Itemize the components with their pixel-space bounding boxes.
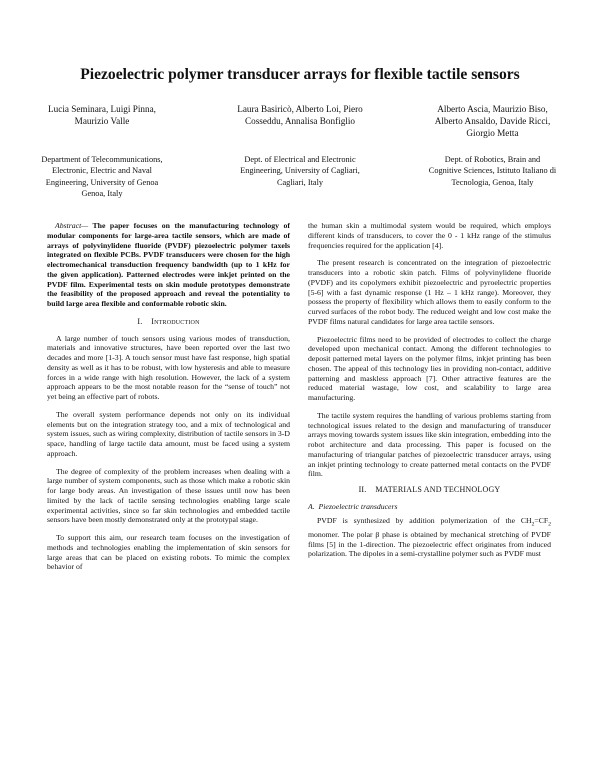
paragraph: The present research is concentrated on the integration of piezoelectric transducers into a robotic skin patch. Films of polyvinylidene fluoride (PVDF) and its copolymers exhibit piezoelectric and pyroelectric properties [5-6] with a fast dynamic response (1 Hz – 1 kHz range). Moreover, they possess the property of flexibility which allows them to easily conform to the curved surfaces of the robot body. The reduced weight and low cost make the PVDF films natural candidates for large area tactile sensors. xyxy=(308,258,551,326)
affiliation-2: Dept. of Electrical and Electronic Engineering, University of Cagliari, Cagliari, Italy xyxy=(240,155,360,187)
paragraph: the human skin a multimodal system would be required, which employs different kinds of transducers, to cover the 0 - 1 kHz range of the stimulus frequencies required for the application [4]. xyxy=(308,221,551,250)
author-names-2: Laura Basiricò, Alberto Loi, Piero Cosseddu, Annalisa Bonfiglio xyxy=(237,104,363,126)
subsection-heading: A. Piezoelectric transducers xyxy=(308,501,398,511)
abstract-text: The paper focuses on the manufacturing technology of modular components for large-area tactile sensors, which are made of arrays of polyvinylidene fluoride (PVDF) piezoelectric polymer taxels integrated on flexible PCBs. PVDF transducers were chosen for the high electromechanical transduction frequency bandwidth (up to 1 kHz for the given application). Patterned electrodes were inkjet printed on the PVDF film. Experimental tests on skin module prototypes demonstrate the feasibility of the proposed approach and reveal the potentiality to build large area flexible and conformable robotic skin. xyxy=(47,221,290,308)
affiliation-3: Dept. of Robotics, Brain and Cognitive Sciences, Istituto Italiano di Tecnologia, Genoa, Italy xyxy=(428,155,557,187)
paragraph: The degree of complexity of the problem increases when dealing with a large number of system components, such as those which make a robotic skin for large body areas. An investigation of these issues until now has been limited by the lack of tactile sensing technologies enabling large scale experimental activities, since so far skin technologies and embedded tactile sensors have been mostly demonstrated only at the prototypal stage. xyxy=(47,466,290,525)
author-names-3: Alberto Ascia, Maurizio Biso, Alberto Ansaldo, Davide Ricci, Giorgio Metta xyxy=(434,104,551,138)
left-column xyxy=(47,221,290,580)
section-heading-introduction: I. Introduction xyxy=(137,316,200,326)
right-column xyxy=(308,221,551,567)
affiliation-1: Department of Telecommunications, Electronic, Electric and Naval Engineering, University of Genoa Genoa, Italy xyxy=(41,155,163,198)
paragraph: The tactile system requires the handling of various problems starting from technological issues related to the design and manufacturing of transducer arrays moving towards system issues like skin integration, embedding into the robot architecture and data processing. This paper is focused on the manufacturing of triangular patches of piezoelectric transducer arrays, using an inkjet printing technology to create patterned metal contacts on the PVDF film. xyxy=(308,410,551,479)
paper-title: Piezoelectric polymer transducer arrays for flexible tactile sensors xyxy=(80,66,520,83)
paragraph: To support this aim, our research team focuses on the investigation of methods and technologies enabling the implementation of skin sensors for large areas that can be placed on existing robots. To mimic the complex behavior of xyxy=(47,533,290,572)
abstract xyxy=(47,221,290,309)
author-names-1: Lucia Seminara, Luigi Pinna, Maurizio Valle xyxy=(48,104,156,126)
paragraph: A large number of touch sensors using various modes of transduction, materials and innovative structures, have been reported over the last two decades and more [1-3]. A touch sensor must have fast response, high spatial density as well as it has to be robust, with low hysteresis and able to measure forces in a wide range with high resolution. However, the lack of a system approach appears to be the most notable reason for the “sense of touch” not yet being an effective part of robots. xyxy=(47,333,290,401)
section-heading-materials: II. MATERIALS AND TECHNOLOGY xyxy=(358,485,501,494)
paragraph: The overall system performance depends not only on its individual elements but on the integration strategy too, and a mix of technological and system issues, such as wiring complexity, distribution of tactile sensors in 3-D space, handling of large tactile data amount, must be faced using a system approach. xyxy=(47,409,290,458)
abstract-label: Abstract— xyxy=(55,221,89,230)
paragraph: Piezoelectric films need to be provided of electrodes to collect the charge developed upon mechanical contact. Among the different technologies to deposit patterned metal layers on the polymer films, inkjet printing has been chosen. The appeal of this technology lies in providing non-contact, additive patterning and maskless approach [7]. Other attractive features are the reduced material wastage, low cost, and scalability to large area manufacturing. xyxy=(308,334,551,402)
paragraph-pvdf: PVDF is synthesized by addition polymerization of the $CH_2=CF_2$ monomer. The polar β phase is obtained by mechanical stretching of PVDF films [5] in the 1-direction. The piezoelectric effect originates from induced polarization. The dipoles in a semi-crystalline polymer such as PVDF must xyxy=(308,515,551,559)
